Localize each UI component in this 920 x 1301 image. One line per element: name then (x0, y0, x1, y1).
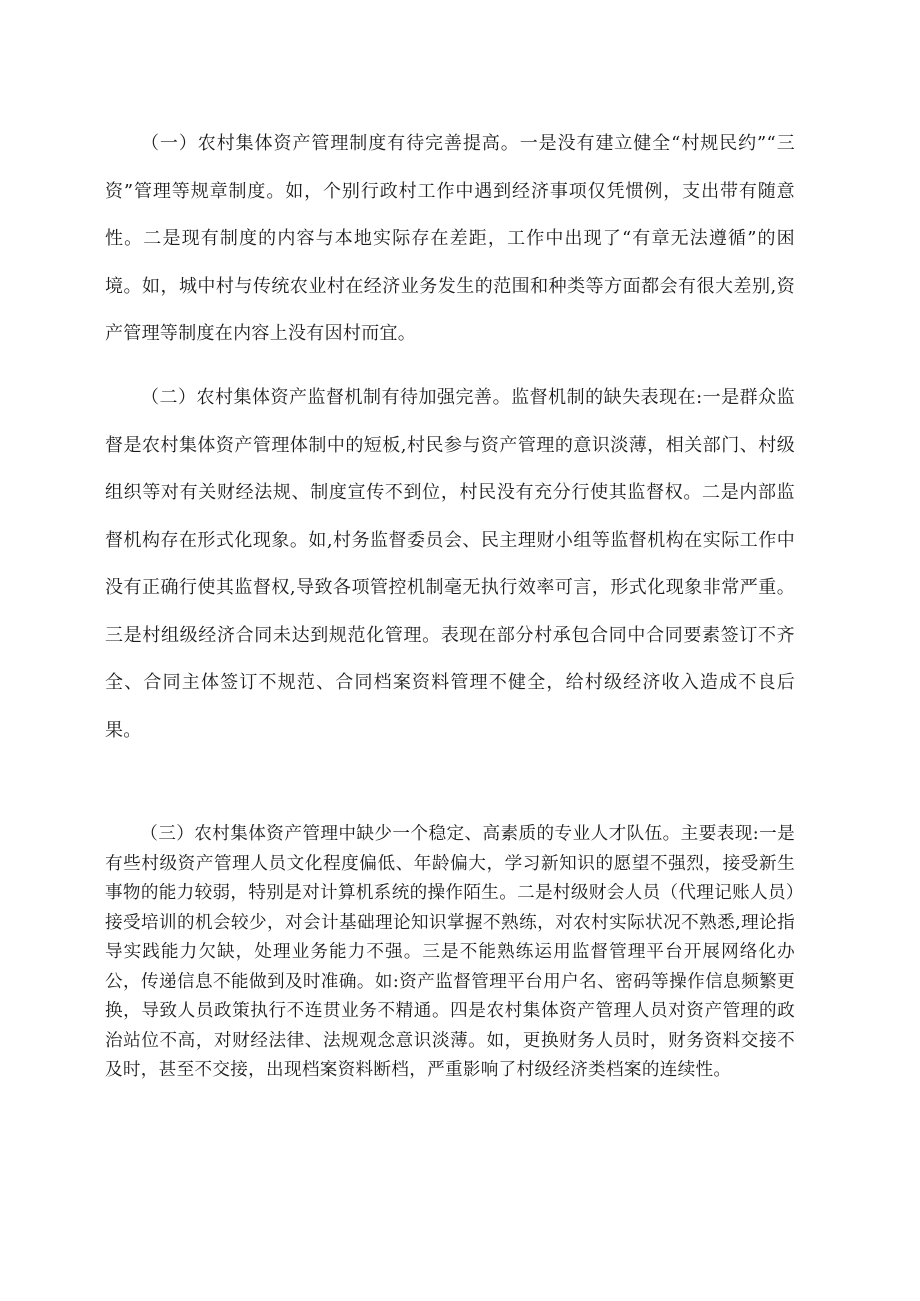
paragraph-1: （一）农村集体资产管理制度有待完善提高。一是没有建立健全“村规民约”“三资”管理等规章制度。如，个别行政村工作中遇到经济事项仅凭惯例，支出带有随意性。二是现有制度的内容与本地实际存在差距，工作中出现了“有章无法遵循”的困境。如，城中村与传统农业村在经济业务发生的范围和种类等方面都会有很大差别,资产管理等制度在内容上没有因村而宜。 (105, 133, 795, 344)
paragraph-3: （三）农村集体资产管理中缺少一个稳定、高素质的专业人才队伍。主要表现:一是有些村级资产管理人员文化程度偏低、年龄偏大，学习新知识的愿望不强烈，接受新生事物的能力较弱，特别是对计算机系统的操作陌生。二是村级财会人员（代理记账人员）接受培训的机会较少，对会计基础理论知识掌握不熟练，对农村实际状况不熟悉,理论指导实践能力欠缺，处理业务能力不强。三是不能熟练运用监督管理平台开展网络化办公，传递信息不能做到及时准确。如:资产监督管理平台用户名、密码等操作信息频繁更换，导致人员政策执行不连贯业务不精通。四是农村集体资产管理人员对资产管理的政治站位不高，对财经法律、法规观念意识淡薄。如，更换财务人员时，财务资料交接不及时，甚至不交接，出现档案资料断档，严重影响了村级经济类档案的连续性。 (105, 824, 795, 1080)
paragraph-2: （二）农村集体资产监督机制有待加强完善。监督机制的缺失表现在:一是群众监督是农村集体资产管理体制中的短板,村民参与资产管理的意识淡薄，相关部门、村级组织等对有关财经法规、制度宣传不到位，村民没有充分行使其监督权。二是内部监督机构存在形式化现象。如,村务监督委员会、民主理财小组等监督机构在实际工作中没有正确行使其监督权,导致各项管控机制毫无执行效率可言，形式化现象非常严重。三是村组级经济合同未达到规范化管理。表现在部分村承包合同中合同要素签订不齐全、合同主体签订不规范、合同档案资料管理不健全，给村级经济收入造成不良后果。 (105, 387, 795, 741)
